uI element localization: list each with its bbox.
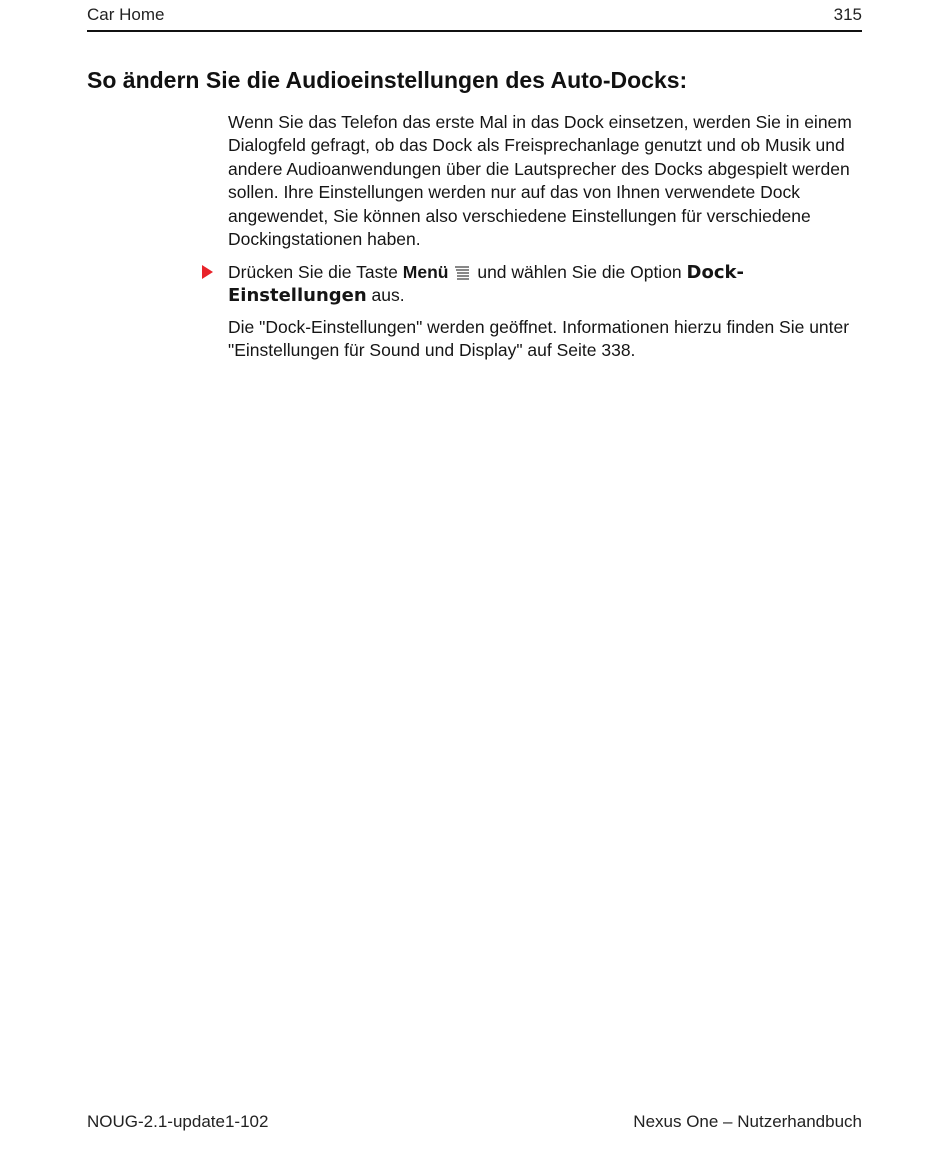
footer-doc-id: NOUG-2.1-update1-102 xyxy=(87,1112,269,1131)
dock-settings-option-label: Dock-Einstellungen xyxy=(228,262,744,307)
step-text-part1: Drücken Sie die Taste xyxy=(228,262,403,282)
section-heading: So ändern Sie die Audioeinstellungen des Auto-Docks: xyxy=(87,67,688,93)
result-paragraph: Die "Dock-Einstellungen" werden geöffnet. Informationen hierzu finden Sie unter "Einstellungen für Sound und Display" auf Seite 338. xyxy=(228,317,850,361)
header-section-title: Car Home xyxy=(87,5,165,24)
footer-doc-title: Nexus One – Nutzerhandbuch xyxy=(633,1112,862,1131)
step-bullet-icon xyxy=(202,265,213,279)
step-text-part3: aus. xyxy=(366,285,405,306)
header-page-number: 315 xyxy=(833,5,862,24)
menu-key-label: Menü xyxy=(402,262,449,282)
step-instruction xyxy=(228,261,858,308)
page-header xyxy=(87,4,862,32)
page-footer xyxy=(87,1112,862,1134)
step-text-part2: und wählen Sie die Option xyxy=(472,262,687,282)
menu-icon xyxy=(452,265,470,281)
intro-paragraph: Wenn Sie das Telefon das erste Mal in das Dock einsetzen, werden Sie in einem Dialogfeld gefragt, ob das Dock als Freisprechanlage genutzt und ob Musik und andere Audioanwendungen über die Lautsprecher des Docks abgespielt werden sollen. Ihre Einstellungen werden nur auf das von Ihnen verwendete Dock angewendet, Sie können also verschiedene Einstellungen für verschiedene Dockingstationen haben. xyxy=(228,112,852,250)
